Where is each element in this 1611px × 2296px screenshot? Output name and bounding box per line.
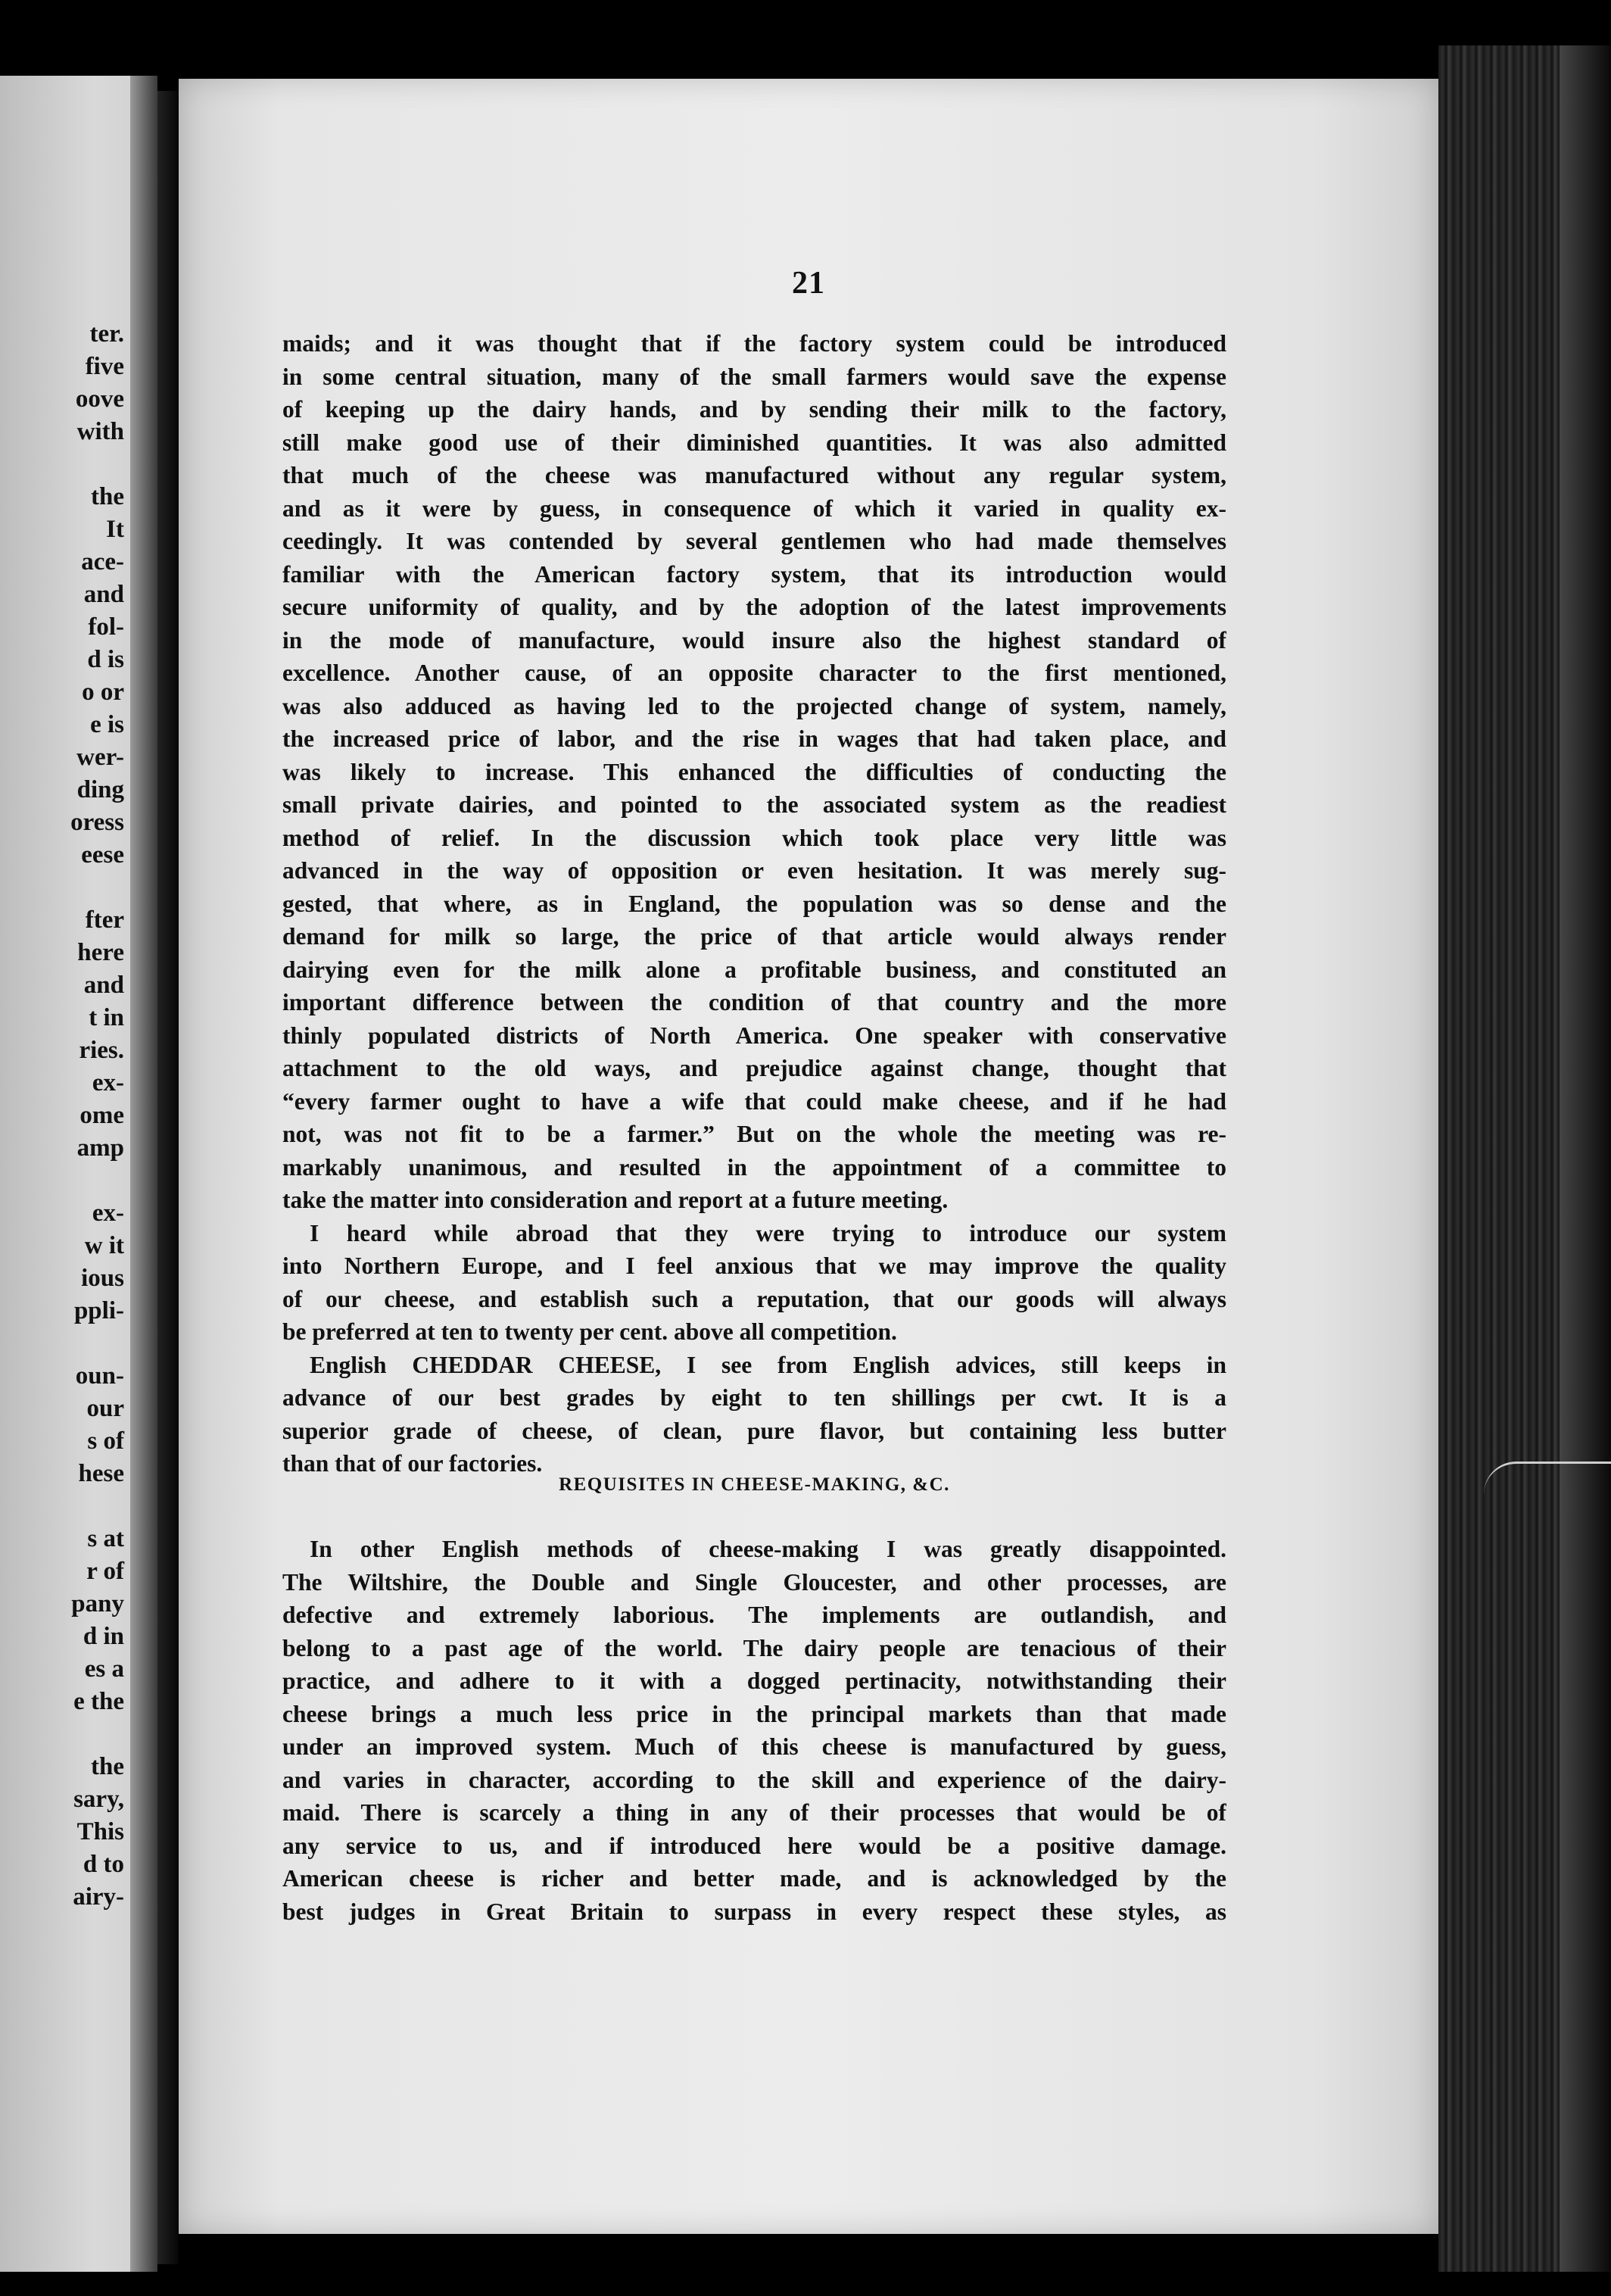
paragraph-1-line: in the mode of manufacture, would insure also the highest standard of <box>282 626 1226 654</box>
left-page-line: This <box>76 1818 124 1845</box>
left-page-line <box>3 872 124 904</box>
left-page-line <box>3 1490 124 1523</box>
left-page-line: It <box>106 516 124 543</box>
paragraph-1-line: secure uniformity of quality, and by the adoption of the latest improvements <box>282 594 1226 620</box>
left-page-line: five <box>85 353 124 380</box>
left-page-line: e the <box>73 1688 124 1715</box>
left-page-line <box>3 1718 124 1751</box>
left-page-line: airy- <box>73 1883 124 1911</box>
paragraph-4-line: and varies in character, according to the skill and experience of the dairy- <box>282 1766 1226 1793</box>
left-page-line: and <box>83 581 124 608</box>
left-page-line: s of <box>87 1427 124 1455</box>
left-page-line: wer- <box>76 744 124 771</box>
left-page-line: pany <box>71 1590 124 1617</box>
paragraph-2-line: be preferred at ten to twenty per cent. above all competition. <box>282 1318 897 1345</box>
text-body-lower <box>282 1533 1226 1928</box>
left-page-line: oun- <box>75 1362 124 1390</box>
left-page-line: hese <box>78 1460 124 1487</box>
left-page-line: ious <box>81 1265 124 1292</box>
left-page-line: d to <box>83 1851 124 1878</box>
paragraph-3-line: advance of our best grades by eight to ten shillings per cwt. It is a <box>282 1384 1226 1411</box>
paragraph-1-line: in some central situation, many of the small farmers would save the expense <box>282 363 1226 390</box>
book-page-edges <box>1438 45 1611 2272</box>
left-page-line: ace- <box>81 548 124 576</box>
left-page-line: ex- <box>92 1199 124 1227</box>
paragraph-1-line: method of relief. In the discussion which took place very little was <box>282 824 1226 851</box>
left-page-line: eese <box>81 841 124 869</box>
paragraph-1-line: excellence. Another cause, of an opposite character to the first mentioned, <box>282 660 1226 686</box>
paragraph-4-line: American cheese is richer and better made, and is acknowledged by the <box>282 1865 1226 1892</box>
left-page-line: s at <box>87 1525 124 1552</box>
left-page-line: the <box>91 483 124 510</box>
paragraph-2-line: I heard while abroad that they were trying to introduce our system <box>310 1219 1226 1246</box>
paragraph-1-line: small private dairies, and pointed to the associated system as the readiest <box>282 791 1226 818</box>
paragraph-1-line: gested, that where, as in England, the population was so dense and the <box>282 890 1226 917</box>
paragraph-1-line: was likely to increase. This enhanced the difficulties of conducting the <box>282 758 1226 785</box>
paragraph-4-line: belong to a past age of the world. The dairy people are tenacious of their <box>282 1634 1226 1661</box>
left-page-line: oove <box>75 385 124 413</box>
left-page-line: ome <box>79 1102 124 1129</box>
paragraph-1-line: not, was not fit to be a farmer.” But on the whole the meeting was re- <box>282 1121 1226 1147</box>
left-page-gutter <box>130 76 157 2272</box>
paragraph-3-line: superior grade of cheese, of clean, pure flavor, but containing less butter <box>282 1417 1226 1444</box>
left-page-line: sary, <box>73 1786 124 1813</box>
paragraph-1-line: that much of the cheese was manufactured without any regular system, <box>282 462 1226 488</box>
paragraph-4-line: practice, and adhere to it with a dogged pertinacity, notwithstanding their <box>282 1667 1226 1694</box>
left-page-line <box>3 1327 124 1360</box>
left-page-line: oress <box>70 809 124 836</box>
left-page-line: w it <box>84 1232 124 1259</box>
paragraph-1-line: thinly populated districts of North America. One speaker with conservative <box>282 1022 1226 1049</box>
paragraph-4-line: defective and extremely laborious. The implements are outlandish, and <box>282 1602 1226 1628</box>
paragraph-1-line: advanced in the way of opposition or even hesitation. It was merely sug- <box>282 857 1226 884</box>
paragraph-1-line: “every farmer ought to have a wife that could make cheese, and if he had <box>282 1087 1226 1115</box>
left-page-line <box>3 448 124 481</box>
left-page-line: ex- <box>92 1069 124 1097</box>
paragraph-4-line: maid. There is scarcely a thing in any of their processes that would be of <box>282 1799 1226 1826</box>
paragraph-2-line: of our cheese, and establish such a reputation, that our goods will always <box>282 1285 1226 1312</box>
left-page-line: ding <box>76 776 124 803</box>
book-spine <box>157 91 179 2264</box>
paragraph-2-line: into Northern Europe, and I feel anxious that we may improve the quality <box>282 1253 1226 1279</box>
left-page-line: ter. <box>89 320 124 348</box>
left-page-line: t in <box>89 1004 124 1031</box>
page-number: 21 <box>792 266 825 301</box>
left-page-line: ries. <box>79 1037 124 1064</box>
paragraph-4-line: best judges in Great Britain to surpass in every respect these styles, as <box>282 1898 1226 1925</box>
paragraph-1-line: of keeping up the dairy hands, and by sending their milk to the factory, <box>282 396 1226 423</box>
left-page-line: our <box>86 1395 124 1422</box>
left-page-line <box>3 1165 124 1197</box>
paragraph-1-line: and as it were by guess, in consequence of which it varied in quality ex- <box>282 494 1226 522</box>
paragraph-4-line: In other English methods of cheese-making I was greatly disappointed. <box>310 1536 1226 1562</box>
paragraph-1-line: demand for milk so large, the price of that article would always render <box>282 923 1226 950</box>
left-page-line: r of <box>86 1558 124 1585</box>
left-page-line: here <box>77 939 124 966</box>
left-page-line: d in <box>83 1623 124 1650</box>
paragraph-3-line: English CHEDDAR CHEESE, I see from English advices, still keeps in <box>310 1351 1226 1378</box>
left-page-line: es a <box>84 1655 124 1683</box>
paragraph-1-line: dairying even for the milk alone a profitable business, and constituted an <box>282 956 1226 983</box>
paragraph-1-line: important difference between the condition of that country and the more <box>282 989 1226 1015</box>
left-page-line: and <box>83 972 124 999</box>
left-page-line: amp <box>76 1134 124 1162</box>
paragraph-1-line: take the matter into consideration and report at a future meeting. <box>282 1187 949 1213</box>
left-page-line: with <box>76 418 124 445</box>
paragraph-1-line: was also adduced as having led to the projected change of system, namely, <box>282 692 1226 719</box>
paragraph-4-line: cheese brings a much less price in the principal markets than that made <box>282 1700 1226 1727</box>
left-page-line: fter <box>85 906 124 934</box>
paragraph-4-line: any service to us, and if introduced here would be a positive damage. <box>282 1832 1226 1859</box>
left-page-line: fol- <box>88 613 124 641</box>
text-body-upper <box>282 327 1226 1480</box>
paragraph-4-line: The Wiltshire, the Double and Single Gloucester, and other processes, are <box>282 1568 1226 1596</box>
paragraph-1-line: maids; and it was thought that if the factory system could be introduced <box>282 330 1226 357</box>
left-page-line: the <box>91 1753 124 1780</box>
left-page-line: o or <box>82 679 124 706</box>
paragraph-1-line: ceedingly. It was contended by several gentlemen who had made themselves <box>282 528 1226 554</box>
paragraph-1-line: still make good use of their diminished quantities. It was also admitted <box>282 429 1226 456</box>
book-cover-board <box>1560 45 1611 2272</box>
main-page <box>179 79 1438 2234</box>
left-page-line: e is <box>90 711 124 738</box>
paragraph-3-line: than that of our factories. <box>282 1450 543 1477</box>
left-page-line: d is <box>87 646 124 673</box>
paragraph-1-line: familiar with the American factory system, that its introduction would <box>282 560 1226 588</box>
bookmark-ribbon <box>1484 1462 1611 1494</box>
paragraph-4-line: under an improved system. Much of this cheese is manufactured by guess, <box>282 1733 1226 1760</box>
paragraph-1-line: the increased price of labor, and the rise in wages that had taken place, and <box>282 725 1226 752</box>
left-page-text <box>3 318 124 1914</box>
left-facing-page <box>0 76 157 2272</box>
section-heading: REQUISITES IN CHEESE-MAKING, &C. <box>559 1474 950 1495</box>
left-page-line: ppli- <box>73 1297 124 1324</box>
paragraph-1-line: markably unanimous, and resulted in the appointment of a committee to <box>282 1153 1226 1181</box>
paragraph-1-line: attachment to the old ways, and prejudice against change, thought that <box>282 1055 1226 1081</box>
